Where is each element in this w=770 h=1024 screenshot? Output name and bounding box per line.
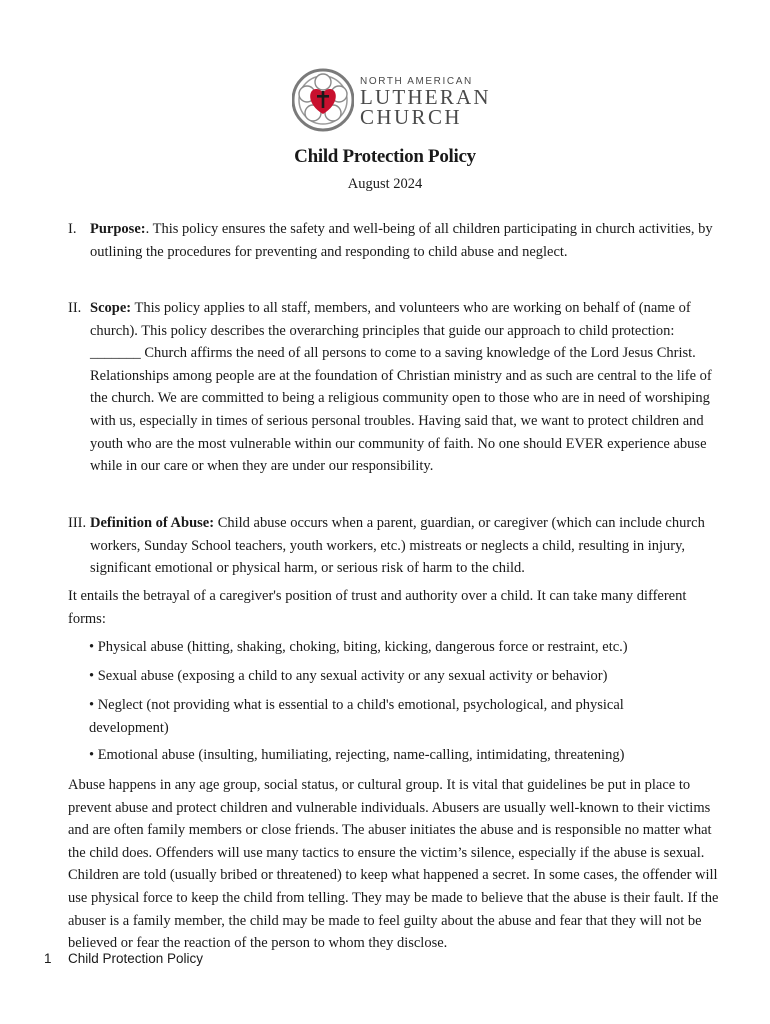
list-item-emotional-abuse: • Emotional abuse (insulting, humiliating, rejecting, name-calling, intimidating, threatening) (89, 747, 625, 763)
paragraph-abuse-happens: Abuse happens in any age group, social status, or cultural group. It is vital that guidelines be put in place to prevent abuse and protect children and vulnerable individuals. Abusers are usually well-known to their victims and are often family members or close friends. The abuser initiates the abuse and is responsible no matter what the child does. Offenders will use many tactics to ensure the victim’s silence, especially if the abuse is sexual. Children are told (usually bribed or threatened) to keep what happened a secret. In some cases, the offender will use physical force to keep the child from telling. They may be made to believe that the abuse is their fault. If the abuser is a family member, the child may be made to feel guilty about the abuse and fear that they will not be believed or fear the reaction of the person to whom they disclose. (68, 777, 719, 952)
logo-line-3: CHURCH (360, 105, 462, 129)
document-title: Child Protection Policy (294, 146, 476, 167)
logo-line-2: LUTHERAN (360, 85, 491, 109)
footer-label: Child Protection Policy (68, 951, 204, 966)
list-item-sexual-abuse: • Sexual abuse (exposing a child to any sexual activity or any sexual activity or behavior) (89, 668, 608, 684)
church-logo (292, 64, 491, 136)
section-text: . This policy ensures the safety and well-being of all children participating in church activities, by outlining the procedures for preventing and responding to child abuse and neglect. (90, 221, 713, 260)
section-definition-of-abuse (68, 512, 728, 580)
luther-rose-icon (292, 64, 354, 136)
section-purpose (68, 218, 728, 263)
paragraph-forms-intro: It entails the betrayal of a caregiver's position of trust and authority over a child. It can take many different forms: (68, 588, 687, 627)
section-scope (68, 297, 728, 478)
section-text: This policy applies to all staff, members, and volunteers who are working on behalf of (name of church). This policy describes the overarching principles that guide our approach to child protection: _______ Church affirms the need of all persons to come to a saving knowledge of the Lord Jesus Christ. Relationships among people are at the foundation of Christian ministry and as such are central to the life of the church. We are committed to being a religious community open to those who are in need of worshiping with us, especially in times of serious personal troubles. Having said that, we want to protect children and youth who are the most vulnerable within our community of faith. No one should EVER experience abuse while in our care or when they are under our responsibility. (90, 300, 712, 475)
list-item-neglect: • Neglect (not providing what is essential to a child's emotional, psychological, and physical development) (89, 697, 624, 736)
section-number: I. (68, 221, 77, 237)
section-number: II. (68, 300, 82, 316)
list-item-physical-abuse: • Physical abuse (hitting, shaking, choking, biting, kicking, dangerous force or restraint, etc.) (89, 639, 628, 655)
logo-line-1: NORTH AMERICAN (360, 76, 473, 87)
section-text: Child abuse occurs when a parent, guardian, or caregiver (which can include church workers, Sunday School teachers, youth workers, etc.) mistreats or neglects a child, resulting in injury, significant emotional or physical harm, or serious risk of harm to the child. (90, 515, 705, 577)
section-number: III. (68, 515, 87, 531)
logo-wordmark (360, 76, 491, 127)
section-heading: Purpose: (90, 221, 146, 237)
page-footer (44, 951, 203, 966)
document-date: August 2024 (347, 176, 423, 192)
section-heading: Definition of Abuse: (90, 515, 215, 531)
page-number: 1 (44, 951, 52, 966)
section-heading: Scope: (90, 300, 132, 316)
